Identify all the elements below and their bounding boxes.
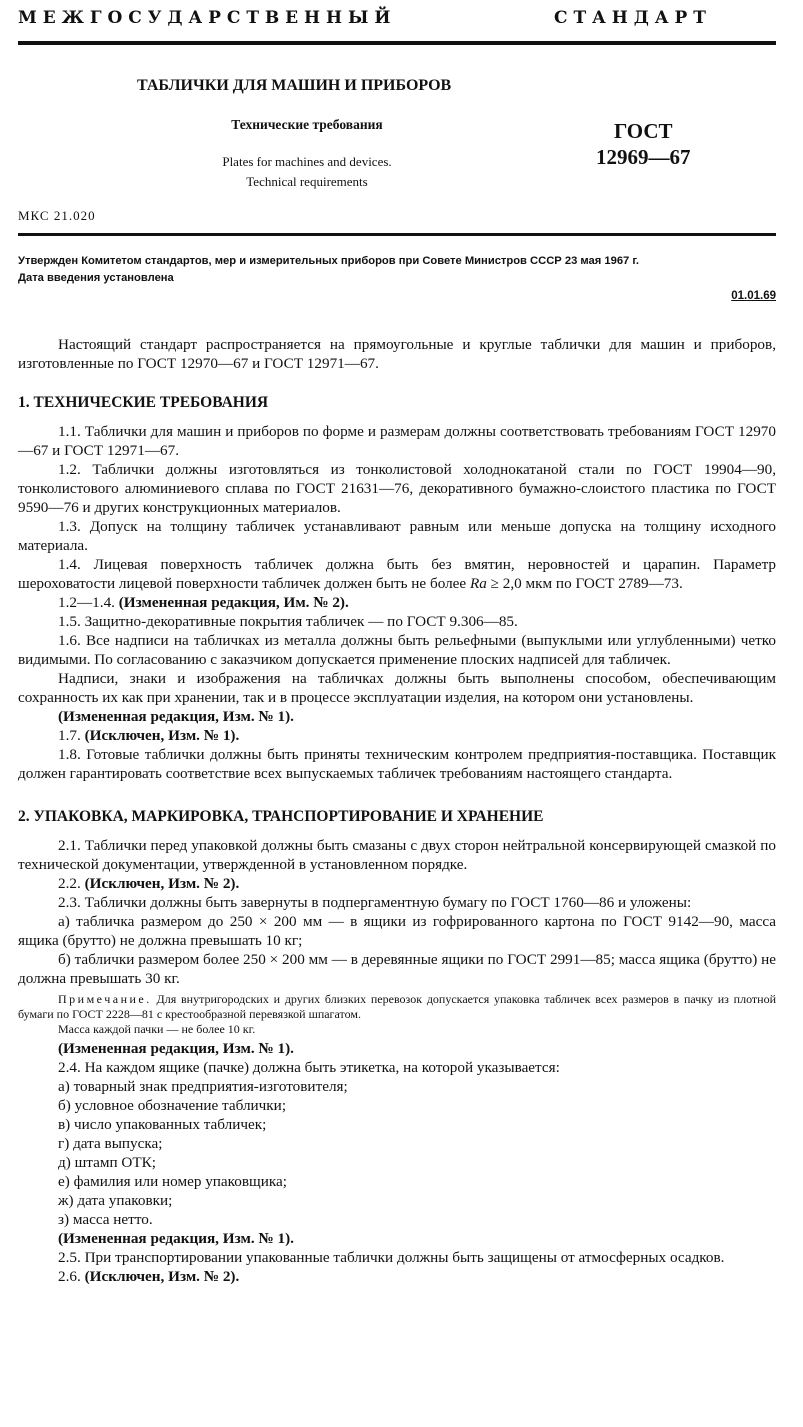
- header-rule: [18, 41, 776, 45]
- approval-line: Утвержден Комитетом стандартов, мер и измерительных приборов при Совете Министров СССР 23 мая 1967 г.: [18, 255, 640, 267]
- clause-2-5: 2.5. При транспортировании упакованные таблички должны быть защищены от атмосферных осадков.: [58, 1249, 725, 1266]
- clause-1-6-b: Надписи, знаки и изображения на табличках должны быть выполнены способом, обеспечивающим сохранность их как при хранении, так и в процессе эксплуатации изделия, на котором они установлены.: [18, 670, 776, 706]
- list-item: г) дата выпуска;: [58, 1135, 163, 1152]
- clause-2-3-a: а) табличка размером до 250 × 200 мм — в ящики из гофрированного картона по ГОСТ 9142—90, масса ящика (брутто) не должна превышать 10 кг;: [18, 913, 776, 949]
- clause-1-7: [18, 726, 776, 745]
- document-body: [18, 335, 776, 1286]
- clause-2-3-b: б) таблички размером более 250 × 200 мм — в деревянные ящики по ГОСТ 2991—85; масса ящика (брутто) не должна превышать 30 кг.: [18, 951, 776, 987]
- header-right: С Т А Н Д А Р Т: [554, 8, 706, 28]
- clause-1-6: 1.6. Все надписи на табличках из металла должны быть рельефными (выпуклыми или углубленными) четко видимыми. По согласованию с заказчиком допускается применение плоских надписей для табличек.: [18, 632, 776, 668]
- label-items-list: [18, 1077, 776, 1229]
- intro-paragraph: Настоящий стандарт распространяется на прямоугольные и круглые таблички для машин и приборов, изготовленные по ГОСТ 12970—67 и ГОСТ 12971—67.: [18, 336, 776, 372]
- approval-info: [18, 253, 776, 287]
- list-item: д) штамп ОТК;: [58, 1154, 156, 1171]
- clause-2-2-num: 2.2.: [58, 875, 85, 892]
- clause-1-4-text-end: ≥ 2,0 мкм по ГОСТ 2789—73.: [486, 575, 683, 592]
- note-text: Для внутригородских и других близких перевозок допускается упаковка табличек всех размеров в пачку из плотной бумаги по ГОСТ 2228—81 с крестообразной перевязкой шпагатом.: [18, 992, 776, 1021]
- clause-1-2-1-4-amend: [18, 593, 776, 612]
- amend-num: 1.2—1.4.: [58, 594, 119, 611]
- list-item: е) фамилия или номер упаковщика;: [58, 1173, 287, 1190]
- note-paragraph: [18, 992, 776, 1022]
- clause-2-4: 2.4. На каждом ящике (пачке) должна быть этикетка, на которой указывается:: [58, 1059, 560, 1076]
- mks-rule: [18, 233, 776, 236]
- list-item: з) масса нетто.: [58, 1211, 153, 1228]
- clause-1-5: 1.5. Защитно-декоративные покрытия табличек — по ГОСТ 9.306—85.: [58, 613, 518, 630]
- header-left: М Е Ж Г О С У Д А Р С Т В Е Н Н Ы Й: [18, 8, 391, 28]
- subtitle-en-1: Plates for machines and devices.: [222, 154, 392, 169]
- clause-1-6-amend: (Измененная редакция, Изм. № 1).: [58, 708, 294, 725]
- clause-2-4-amend: (Измененная редакция, Изм. № 1).: [58, 1230, 294, 1247]
- list-item: б) условное обозначение таблички;: [58, 1097, 287, 1114]
- clause-2-3-amend: (Измененная редакция, Изм. № 1).: [58, 1040, 294, 1057]
- intro-date: 01.01.69: [731, 290, 776, 302]
- list-item: ж) дата упаковки;: [58, 1192, 173, 1209]
- clause-2-3: 2.3. Таблички должны быть завернуты в подпергаментную бумагу по ГОСТ 1760—86 и уложены:: [58, 894, 692, 911]
- list-item: а) товарный знак предприятия-изготовителя;: [58, 1078, 348, 1095]
- clause-1-3: 1.3. Допуск на толщину табличек устанавливают равным или меньше допуска на толщину исходного материала.: [18, 518, 776, 554]
- note-block: [18, 992, 776, 1037]
- intro-date-label: Дата введения установлена: [18, 272, 174, 284]
- clause-1-2: 1.2. Таблички должны изготовляться из тонколистовой холоднокатаной стали по ГОСТ 19904—90, тонколистового алюминиевого сплава по ГОСТ 21631—76, декоративного бумажно-слоистого пластика по ГОСТ 9590—76 и других конструкционных материалов.: [18, 461, 776, 516]
- subtitle-ru: Технические требования: [231, 117, 383, 132]
- clause-1-1: 1.1. Таблички для машин и приборов по форме и размерам должны соответствовать требованиям ГОСТ 12970—67 и ГОСТ 12971—67.: [18, 423, 776, 459]
- clause-1-4-text: 1.4. Лицевая поверхность табличек должна быть без вмятин, неровностей и царапин. Параметр шероховатости лицевой поверхности табличек должен быть не более: [18, 556, 776, 592]
- clause-2-6-text: (Исключен, Изм. № 2).: [84, 1268, 240, 1285]
- clause-2-1: 2.1. Таблички перед упаковкой должны быть смазаны с двух сторон нейтральной консервирующей смазкой по технической документации, утвержденной в установленном порядке.: [18, 837, 776, 873]
- clause-2-6-num: 2.6.: [58, 1268, 85, 1285]
- section-2-heading: 2. УПАКОВКА, МАРКИРОВКА, ТРАНСПОРТИРОВАНИЕ И ХРАНЕНИЕ: [18, 808, 544, 825]
- clause-1-7-num: 1.7.: [58, 727, 85, 744]
- document-title: ТАБЛИЧКИ ДЛЯ МАШИН И ПРИБОРОВ: [137, 77, 452, 94]
- clause-1-4-ra: Ra: [469, 575, 487, 592]
- gost-number: [596, 118, 691, 170]
- section-1-heading: 1. ТЕХНИЧЕСКИЕ ТРЕБОВАНИЯ: [18, 394, 269, 411]
- clause-1-8: 1.8. Готовые таблички должны быть приняты техническим контролем предприятия-поставщика. Поставщик должен гарантировать соответствие всех выпускаемых табличек требованиям настоящего стандарта.: [18, 746, 776, 782]
- list-item: в) число упакованных табличек;: [58, 1116, 267, 1133]
- mks-code: МКС 21.020: [18, 208, 96, 223]
- amend-text: (Измененная редакция, Им. № 2).: [118, 594, 349, 611]
- gost-label: ГОСТ: [613, 119, 673, 143]
- clause-2-2: [18, 874, 776, 893]
- clause-2-2-text: (Исключен, Изм. № 2).: [84, 875, 240, 892]
- note-label: Примечание.: [58, 992, 152, 1006]
- note-paragraph-2: Масса каждой пачки — не более 10 кг.: [58, 1022, 256, 1036]
- clause-1-4: [18, 555, 776, 593]
- clause-2-6: [18, 1267, 776, 1286]
- subtitle-en-2: Technical requirements: [246, 174, 368, 189]
- gost-code: 12969—67: [596, 145, 691, 169]
- clause-1-7-text: (Исключен, Изм. № 1).: [84, 727, 240, 744]
